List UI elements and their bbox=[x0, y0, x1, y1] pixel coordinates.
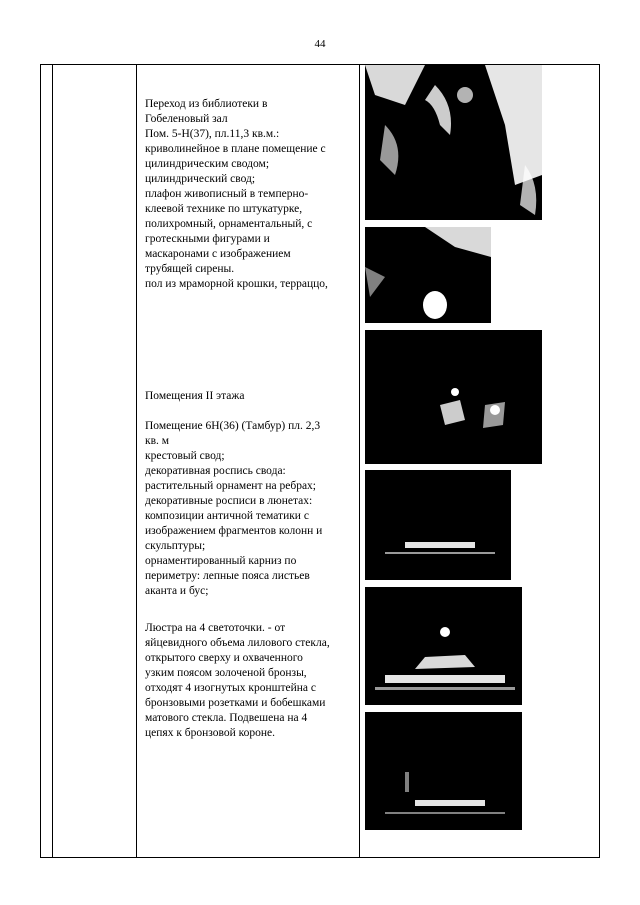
section-heading: Помещения II этажа bbox=[145, 390, 245, 402]
vault-photo bbox=[365, 330, 542, 464]
description-library-passage bbox=[145, 97, 355, 292]
text-line: скульптуры; bbox=[145, 540, 206, 552]
text-line: крестовый свод; bbox=[145, 450, 225, 462]
floor-photo bbox=[365, 227, 491, 323]
text-line: изображением фрагментов колонн и bbox=[145, 525, 323, 537]
text-line: декоративная роспись свода: bbox=[145, 465, 286, 477]
text-line: Гобеленовый зал bbox=[145, 113, 228, 125]
text-line: узким поясом золоченой бронзы, bbox=[145, 667, 307, 679]
column-divider bbox=[52, 65, 53, 857]
text-line: отходят 4 изогнутых кронштейна с bbox=[145, 682, 317, 694]
text-line: периметру: лепные пояса листьев bbox=[145, 570, 310, 582]
text-line: кв. м bbox=[145, 435, 170, 447]
text-line: цилиндрический свод; bbox=[145, 173, 256, 185]
table-frame bbox=[40, 64, 600, 858]
text-line: пол из мраморной крошки, терраццо, bbox=[145, 278, 328, 290]
text-line: яйцевидного объема лилового стекла, bbox=[145, 637, 330, 649]
text-line: открытого сверху и охваченного bbox=[145, 652, 303, 664]
text-line: полихромный, орнаментальный, с bbox=[145, 218, 313, 230]
ceiling-photo bbox=[365, 65, 542, 220]
text-line: Помещение 6Н(36) (Тамбур) пл. 2,3 bbox=[145, 420, 321, 432]
text-line: гротескными фигурами и bbox=[145, 233, 270, 245]
chandelier-photo bbox=[365, 587, 522, 705]
text-line: растительный орнамент на ребрах; bbox=[145, 480, 316, 492]
chandelier-photo bbox=[365, 712, 522, 830]
page-number: 44 bbox=[314, 38, 326, 50]
text-line: цилиндрическим сводом; bbox=[145, 158, 270, 170]
text-line: трубящей сирены. bbox=[145, 263, 235, 275]
text-line: Пом. 5-Н(37), пл.11,3 кв.м.: bbox=[145, 128, 280, 140]
text-line: цепях к бронзовой короне. bbox=[145, 727, 276, 739]
text-line: плафон живописный в темперно- bbox=[145, 188, 309, 200]
text-line: бронзовыми розетками и бобешками bbox=[145, 697, 326, 709]
text-line: матового стекла. Подвешена на 4 bbox=[145, 712, 308, 724]
text-line: декоративные росписи в люнетах: bbox=[145, 495, 313, 507]
text-line: криволинейное в плане помещение с bbox=[145, 143, 326, 155]
column-divider bbox=[136, 65, 137, 857]
chandelier-photo bbox=[365, 470, 511, 580]
text-line: аканта и бус; bbox=[145, 585, 209, 597]
text-line: клеевой технике по штукатурке, bbox=[145, 203, 303, 215]
text-line: композиции античной тематики с bbox=[145, 510, 309, 522]
column-divider bbox=[359, 65, 360, 857]
text-line: Люстра на 4 светоточки. - от bbox=[145, 622, 286, 634]
text-line: маскаронами с изображением bbox=[145, 248, 291, 260]
text-line: Переход из библиотеки в bbox=[145, 98, 268, 110]
description-second-floor bbox=[145, 389, 355, 599]
description-chandelier bbox=[145, 621, 355, 741]
text-line: орнаментированный карниз по bbox=[145, 555, 297, 567]
